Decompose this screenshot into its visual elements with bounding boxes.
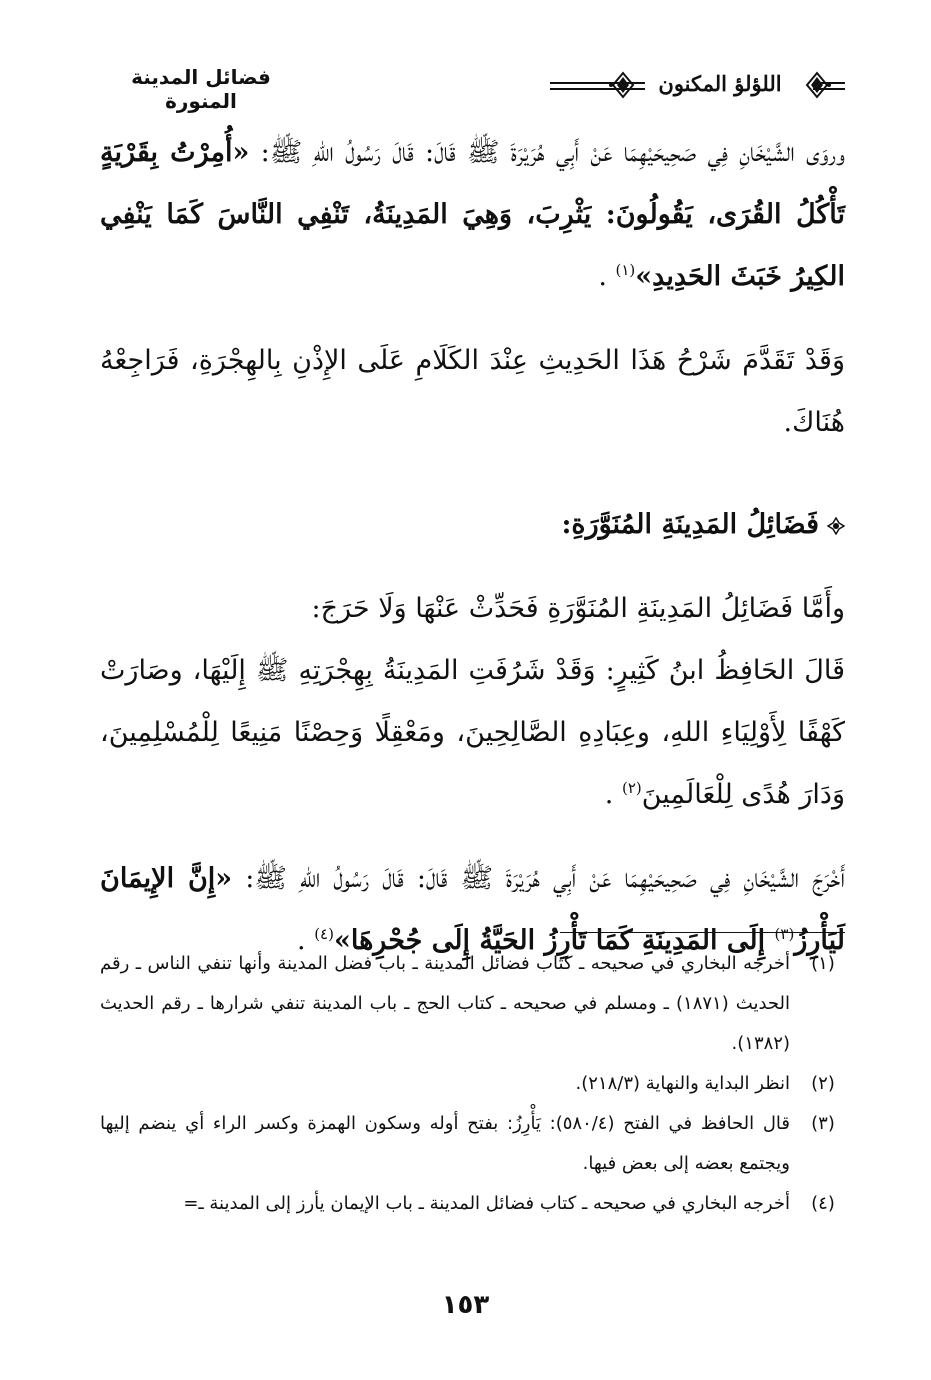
header-book-title: اللؤلؤ المكنون [658,71,782,96]
hadith-text: إِلَى المَدِينَةِ كَمَا تَأْرِزُ الحَيَّةُ إِلَى جُحْرِهَا» [333,925,775,956]
paragraph-text: قَالَ الحَافِظُ ابنُ كَثِيرٍ: وَقَدْ شَرُفَتِ المَدِينَةُ بِهِجْرَتِهِ ﷺ إِلَيْهَا، وصَارَتْ كَهْفًا لِأَوْلِيَاءِ اللهِ، وعِبَادِهِ الصَّالِحِينَ، ومَعْقِلًا وَحِصْنًا مَنِيعًا لِلْمُسْلِمِينَ، وَدَارَ هُدًى لِلْعَالَمِينَ [100,655,845,810]
footnote [100,944,848,1064]
footnote-separator [560,932,845,933]
main-text [100,122,845,972]
section-heading-text: فَضَائِلُ المَدِينَةِ المُنَوَّرَةِ: [561,509,819,540]
section-heading [100,494,845,556]
footnote-number: (٢) [811,1073,835,1094]
footnote-text: قال الحافظ في الفتح (٥٨٠/٤): يَأْرِزُ: بفتح أوله وسكون الهمزة وكسر الراء أي ينضم إليها ويجتمع بعضه إلى بعض فيها. [100,1113,790,1174]
footnote [100,1104,848,1184]
flower-ornament-icon [827,517,845,535]
footnote-text: انظر البداية والنهاية (٢١٨/٣). [575,1073,790,1094]
footnote-text: أخرجه البخاري في صحيحه ـ كتاب فضائل المدينة ـ باب فضل المدينة وأنها تنفي الناس ـ رقم الحديث (١٨٧١) ـ ومسلم في صحيحه ـ كتاب الحج ـ باب المدينة تنفي شرارها ـ رقم الحديث (١٣٨٢). [100,953,791,1054]
running-header [95,55,845,115]
footnote [100,1064,848,1104]
page-number: ١٥٣ [441,1290,490,1320]
footnote-number: (٣) [811,1113,835,1134]
footnote-number: (٤) [811,1193,835,1214]
header-section-title: فضائل المدينة المنورة [95,65,307,113]
paragraph-end: . [297,925,315,956]
footnote-ref: (٢) [621,779,642,797]
ornament-right-icon [805,67,831,103]
footnotes [100,944,848,1224]
paragraph-text: وروَى الشَّيْخَانِ فِي صَحِيحَيْهِمَا عَنْ أَبِي هُرَيْرَةَ ﷺ قَالَ: قَالَ رَسُولُ اللهِ ﷺ: [249,137,845,168]
paragraph [100,122,845,308]
footnote-ref: (١) [615,261,636,279]
paragraph-end: . [604,779,622,810]
footnote-number: (١) [811,953,835,974]
footnote-text: أخرجه البخاري في صحيحه ـ كتاب فضائل المدينة ـ باب الإيمان يأرز إلى المدينة ـ= [183,1193,790,1214]
footnote-ref: (٤) [314,925,334,943]
hadith-text: «إِنَّ الإِيمَانَ لَيَأْرِزُ [100,863,845,956]
paragraph: وأَمَّا فَضَائِلُ المَدِينَةِ المُنَوَّرَةِ فَحَدِّثْ عَنْهَا وَلَا حَرَجَ: [311,593,845,624]
footnote [100,1184,848,1224]
paragraph-text: أَخْرَجَ الشَّيْخَانِ فِي صَحِيحَيْهِمَا عَنْ أَبِي هُرَيْرَةَ ﷺ قَالَ: قَالَ رَسُولُ اللهِ ﷺ: [232,863,845,894]
paragraph: وَقَدْ تَقَدَّمَ شَرْحُ هَذَا الحَدِيثِ عِنْدَ الكَلَامِ عَلَى الإِذْنِ بِالهِجْرَةِ، فَرَاجِعْهُ هُنَاكَ. [100,345,845,438]
hadith-text: «أُمِرْتُ بِقَرْيَةٍ تَأْكُلُ القُرَى، يَقُولُونَ: يَثْرِبَ، وَهِيَ المَدِينَةُ، تَنْفِي النَّاسَ كَمَا يَنْفِي الكِيرُ خَبَثَ الحَدِيدِ» [100,137,845,292]
paragraph-end: . [598,261,616,292]
paragraph [100,640,845,826]
header-book-title-frame [615,63,825,107]
footnote-ref: (٣) [774,925,795,943]
